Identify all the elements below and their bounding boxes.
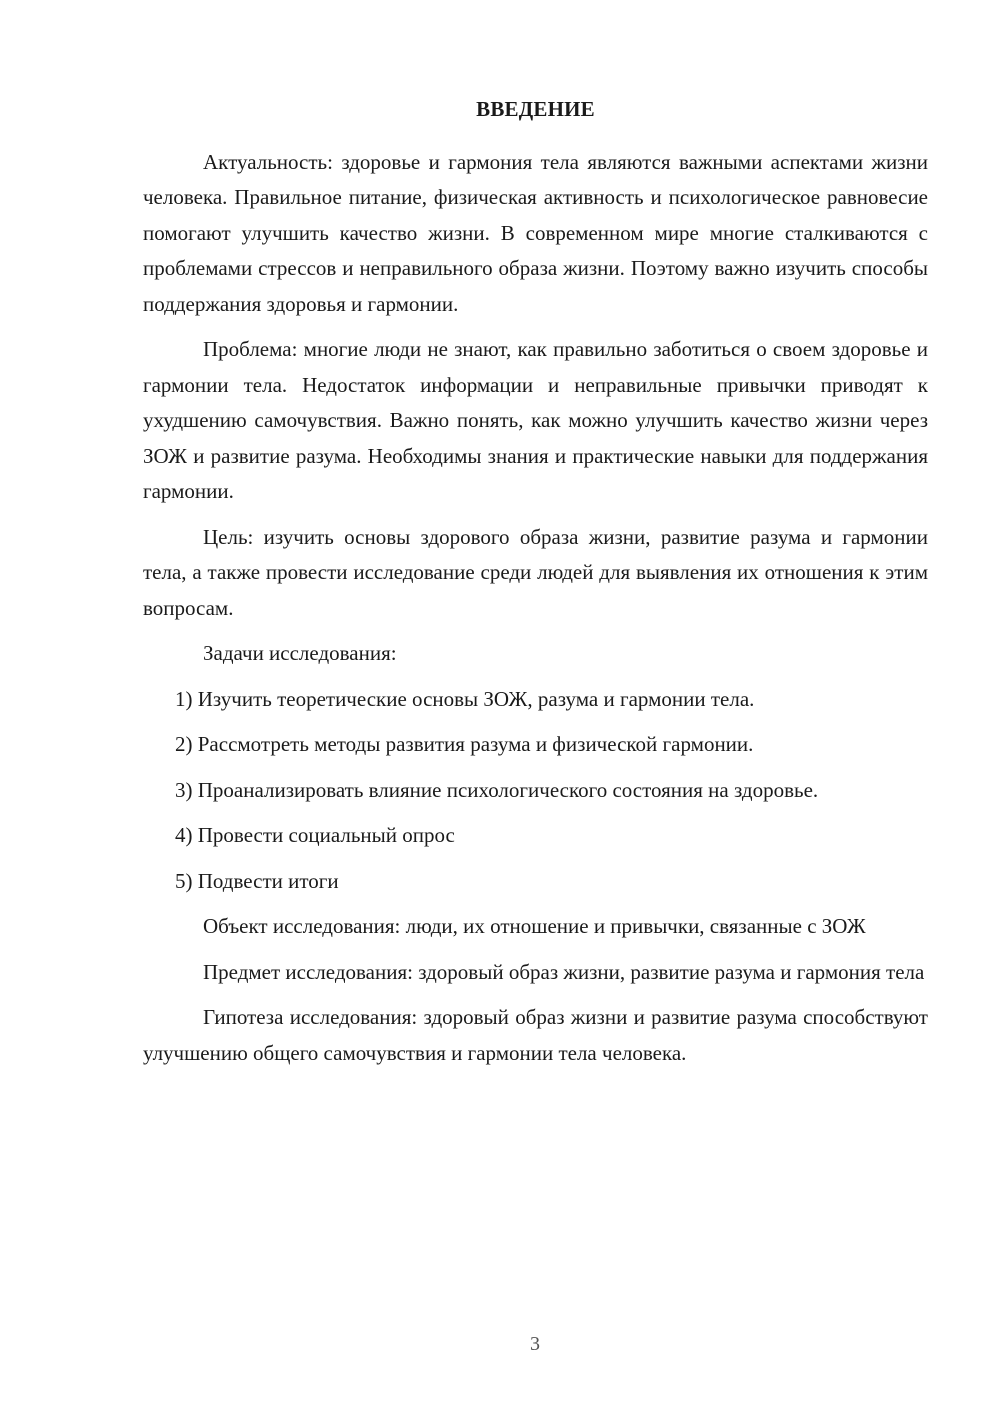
paragraph-goal: Цель: изучить основы здорового образа жизни, развитие разума и гармонии тела, а также провести исследование среди людей для выявления их отношения к этим вопросам. (143, 524, 928, 620)
task-item-4: 4) Провести социальный опрос (175, 823, 455, 847)
page-number: 3 (530, 1333, 540, 1355)
task-item-1: 1) Изучить теоретические основы ЗОЖ, разума и гармонии тела. (175, 686, 755, 711)
page-title: ВВЕДЕНИЕ (476, 97, 595, 121)
document-page (143, 92, 928, 1081)
paragraph-problem: Проблема: многие люди не знают, как правильно заботиться о своем здоровье и гармонии тела. Недостаток информации и неправильные привычки приводят к ухудшению самочувствия. Важно понять, как можно улучшить качество жизни через ЗОЖ и развитие разума. Необходимы знания и практические навыки для поддержания гармонии. (143, 337, 928, 503)
task-item-5: 5) Подвести итоги (175, 868, 339, 893)
task-item-3: 3) Проанализировать влияние психологического состояния на здоровье. (175, 777, 819, 802)
paragraph-object: Объект исследования: люди, их отношение и привычки, связанные с ЗОЖ (203, 914, 866, 938)
paragraph-hypothesis: Гипотеза исследования: здоровый образ жизни и развитие разума способствуют улучшению общего самочувствия и гармонии тела человека. (143, 1005, 928, 1065)
tasks-heading: Задачи исследования: (203, 641, 397, 665)
paragraph-subject: Предмет исследования: здоровый образ жизни, развитие разума и гармония тела (203, 959, 925, 984)
task-item-2: 2) Рассмотреть методы развития разума и физической гармонии. (175, 732, 754, 756)
paragraph-relevance: Актуальность: здоровье и гармония тела являются важными аспектами жизни человека. Правильное питание, физическая активность и психологическое равновесие помогают улучшить качество жизни. В современном мире многие сталкиваются с проблемами стрессов и неправильного образа жизни. Поэтому важно изучить способы поддержания здоровья и гармонии. (143, 149, 928, 316)
